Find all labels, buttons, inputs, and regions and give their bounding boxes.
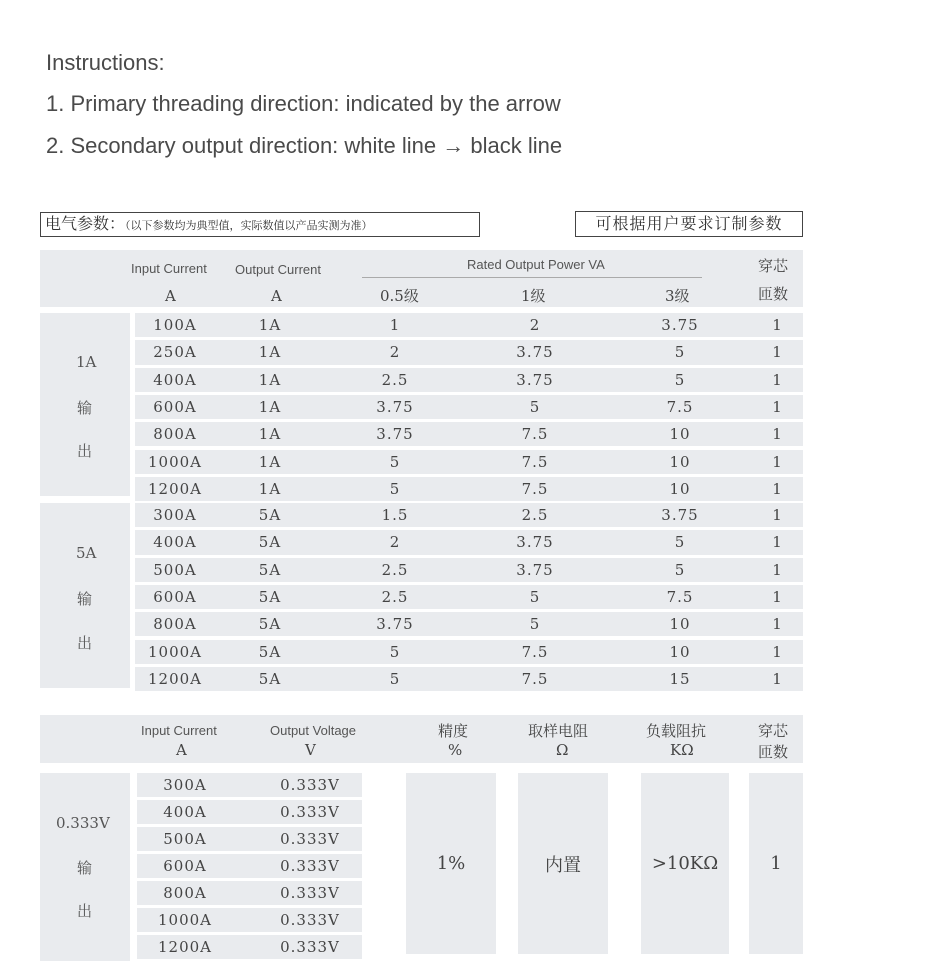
cell-input-current: 400A — [153, 533, 197, 552]
accuracy-value-cell — [406, 773, 496, 954]
cell-output-current: 1A — [258, 425, 282, 444]
table1-header-output-unit: A — [271, 287, 282, 305]
sampling-value: 内置 — [545, 854, 581, 876]
cell-class-05: 3.75 — [376, 615, 414, 634]
table2-header-sampling: 取样电阻 — [528, 722, 589, 740]
cell-input-current: 1200A — [147, 479, 202, 498]
group-5a-label: 5A — [76, 544, 97, 562]
cell-input-current: 300A — [153, 506, 197, 525]
cell-turns: 1 — [772, 533, 783, 552]
cell-turns: 1 — [772, 560, 783, 579]
cell-class-3: 7.5 — [666, 588, 694, 607]
cell-class-1: 7.5 — [521, 642, 549, 661]
cell-turns: 1 — [772, 642, 783, 661]
cell-output-voltage: 0.333V — [280, 938, 340, 956]
cell-turns: 1 — [772, 425, 783, 444]
cell-turns: 1 — [772, 398, 783, 417]
cell-class-3: 10 — [669, 452, 691, 471]
table2-header-turns-2: 匝数 — [758, 743, 789, 761]
cell-input-current: 1000A — [147, 452, 202, 471]
cell-input-current: 1000A — [157, 911, 212, 929]
cell-class-3: 3.75 — [661, 506, 699, 525]
cell-class-1: 7.5 — [521, 425, 549, 444]
cell-turns: 1 — [772, 316, 783, 335]
cell-output-voltage: 0.333V — [280, 830, 340, 848]
cell-output-current: 5A — [258, 669, 282, 688]
cell-input-current: 400A — [163, 803, 207, 821]
cell-class-3: 5 — [674, 533, 686, 552]
group-5a-label-2: 输 — [77, 590, 93, 608]
cell-input-current: 600A — [163, 857, 207, 875]
cell-output-voltage: 0.333V — [280, 884, 340, 902]
cell-class-3: 5 — [674, 343, 686, 362]
cell-class-3: 10 — [669, 642, 691, 661]
table1-header-input-unit: A — [165, 287, 176, 305]
cell-turns: 1 — [772, 479, 783, 498]
cell-turns: 1 — [772, 370, 783, 389]
load-value-cell — [641, 773, 729, 954]
cell-turns: 1 — [772, 452, 783, 471]
cell-class-1: 5 — [529, 588, 541, 607]
cell-class-1: 5 — [529, 398, 541, 417]
instructions-title: Instructions: — [46, 50, 165, 75]
cell-class-05: 5 — [389, 669, 401, 688]
cell-output-current: 1A — [258, 316, 282, 335]
cell-class-05: 2 — [389, 533, 401, 552]
cell-turns: 1 — [772, 615, 783, 634]
cell-turns: 1 — [772, 669, 783, 688]
group-1a-label-2: 输 — [77, 399, 93, 417]
cell-output-current: 5A — [258, 533, 282, 552]
cell-turns: 1 — [772, 343, 783, 362]
group-1a-label: 1A — [76, 353, 97, 371]
cell-turns: 1 — [772, 506, 783, 525]
cell-class-05: 2 — [389, 343, 401, 362]
table1-header-class-3: 3级 — [665, 287, 690, 305]
cell-output-current: 1A — [258, 343, 282, 362]
cell-output-voltage: 0.333V — [280, 776, 340, 794]
cell-class-3: 5 — [674, 370, 686, 389]
turns-value: 1 — [770, 853, 782, 874]
cell-class-1: 7.5 — [521, 452, 549, 471]
cell-output-current: 5A — [258, 615, 282, 634]
cell-output-current: 5A — [258, 506, 282, 525]
table1-header-turns-2: 匝数 — [758, 285, 789, 303]
cell-input-current: 1000A — [147, 642, 202, 661]
cell-class-05: 5 — [389, 452, 401, 471]
cell-class-1: 3.75 — [516, 533, 554, 552]
cell-output-current: 5A — [258, 560, 282, 579]
electrical-params-note: （以下参数均为典型值，实际数值以产品实测为准） — [125, 219, 373, 232]
cell-class-05: 1.5 — [381, 506, 409, 525]
cell-class-1: 3.75 — [516, 370, 554, 389]
instruction-line-2: 2. Secondary output direction: white line → black line — [46, 133, 563, 158]
cell-class-05: 2.5 — [381, 370, 409, 389]
group-0333v-label-2: 输 — [77, 859, 93, 877]
table1-header-divider — [362, 277, 702, 278]
cell-class-05: 5 — [389, 479, 401, 498]
cell-class-05: 5 — [389, 642, 401, 661]
cell-class-3: 5 — [674, 560, 686, 579]
cell-class-3: 15 — [669, 669, 691, 688]
load-value: >10KΩ — [651, 853, 719, 874]
table1-header-class-1: 1级 — [521, 287, 546, 305]
cell-class-1: 7.5 — [521, 669, 549, 688]
cell-output-voltage: 0.333V — [280, 857, 340, 875]
cell-input-current: 100A — [153, 316, 197, 335]
cell-class-1: 2 — [529, 316, 541, 335]
table1-header-output-current: Output Current — [235, 262, 321, 277]
cell-class-1: 5 — [529, 615, 541, 634]
cell-class-1: 3.75 — [516, 560, 554, 579]
cell-turns: 1 — [772, 588, 783, 607]
group-5a-label-3: 出 — [77, 634, 93, 652]
cell-output-current: 1A — [258, 370, 282, 389]
cell-input-current: 1200A — [147, 669, 202, 688]
cell-input-current: 600A — [153, 588, 197, 607]
table2-header-load-unit: KΩ — [670, 741, 694, 759]
cell-input-current: 400A — [153, 370, 197, 389]
table2-header-output-unit: V — [305, 741, 316, 759]
cell-input-current: 250A — [153, 343, 197, 362]
cell-class-1: 7.5 — [521, 479, 549, 498]
table1-header-input-current: Input Current — [131, 261, 207, 276]
cell-class-3: 10 — [669, 479, 691, 498]
group-1a-label-3: 出 — [77, 442, 93, 460]
cell-input-current: 1200A — [157, 938, 212, 956]
cell-class-3: 3.75 — [661, 316, 699, 335]
cell-class-1: 2.5 — [521, 506, 549, 525]
table2-header-load: 负载阻抗 — [646, 722, 707, 740]
cell-class-05: 3.75 — [376, 425, 414, 444]
table1-header-rated-output: Rated Output Power VA — [467, 257, 605, 272]
group-0333v-label-3: 出 — [77, 902, 93, 920]
cell-input-current: 600A — [153, 398, 197, 417]
cell-class-05: 2.5 — [381, 588, 409, 607]
instruction-line-1: 1. Primary threading direction: indicated by the arrow — [46, 91, 561, 116]
electrical-params-header — [40, 212, 480, 237]
cell-class-05: 1 — [389, 316, 401, 335]
cell-input-current: 800A — [163, 884, 207, 902]
cell-class-3: 10 — [669, 615, 691, 634]
table2-header-accuracy-unit: % — [448, 741, 463, 759]
cell-input-current: 800A — [153, 615, 197, 634]
cell-output-current: 1A — [258, 479, 282, 498]
table2-header-output-voltage: Output Voltage — [270, 723, 357, 738]
cell-input-current: 800A — [153, 425, 197, 444]
cell-output-current: 5A — [258, 642, 282, 661]
sampling-value-cell — [518, 773, 608, 954]
cell-output-current: 1A — [258, 398, 282, 417]
cell-output-current: 1A — [258, 452, 282, 471]
cell-class-1: 3.75 — [516, 343, 554, 362]
cell-input-current: 500A — [153, 560, 197, 579]
table2-header-input-unit: A — [176, 741, 187, 759]
cell-class-05: 3.75 — [376, 398, 414, 417]
cell-input-current: 500A — [163, 830, 207, 848]
cell-output-voltage: 0.333V — [280, 803, 340, 821]
accuracy-value: 1% — [436, 853, 466, 874]
turns-value-cell — [749, 773, 803, 954]
cell-class-3: 10 — [669, 425, 691, 444]
cell-class-3: 7.5 — [666, 398, 694, 417]
customizable-params-header: 可根据用户要求订制参数 — [575, 211, 803, 237]
table2-header-accuracy: 精度 — [438, 722, 469, 740]
cell-class-05: 2.5 — [381, 560, 409, 579]
table1-header-turns-1: 穿芯 — [758, 257, 789, 275]
table2-header-sampling-unit: Ω — [556, 741, 569, 759]
group-0333v-label: 0.333V — [56, 814, 110, 832]
table2-header-input-current: Input Current — [141, 723, 217, 738]
cell-output-voltage: 0.333V — [280, 911, 340, 929]
cell-input-current: 300A — [163, 776, 207, 794]
electrical-params-label: 电气参数： — [45, 214, 126, 233]
table1-header-class-05: 0.5级 — [380, 287, 419, 305]
table2-header-turns-1: 穿芯 — [758, 722, 789, 740]
cell-output-current: 5A — [258, 588, 282, 607]
